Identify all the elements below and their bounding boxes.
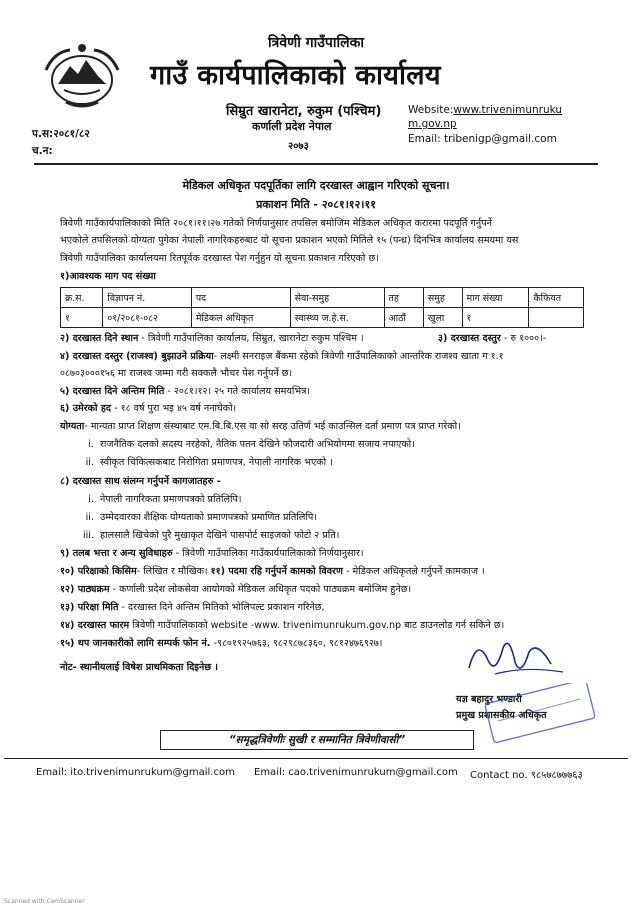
- item-text: - रु १०००।-: [500, 333, 547, 344]
- footer-email-ito: Email: ito.trivenimunrukum@gmail.com: [36, 767, 235, 778]
- header-email: Email: tribenigp@gmail.com: [408, 133, 557, 145]
- item-label: १४) दरखास्त फारम: [60, 620, 130, 631]
- item-fee-process: [60, 349, 504, 362]
- motto-text: “समृद्धत्रिवेणीः सुखी र सम्मानित त्रिवेणीवासी”: [228, 734, 406, 746]
- item-label: ५) दरखास्त दिने अन्तिम मिति: [60, 386, 165, 397]
- item-application-form: [60, 618, 504, 631]
- item-application-place: [60, 331, 364, 344]
- item-text: - १८ वर्ष पुरा भइ ४५ वर्ष ननाघेको।: [111, 403, 237, 414]
- item-salary: [60, 546, 364, 559]
- item-text: - लिखित र मौखिक।: [136, 566, 211, 577]
- item-label: १३) परिक्षा मिति: [60, 602, 119, 613]
- item-text: - दरखास्त दिने अन्तिम मितिको भोलिपल्ट प्रकाशन गरिनेछ,: [118, 602, 325, 613]
- item-text: - त्रिवेणी गाउँपालिका गाउँकार्यपालिकाको निर्णयानुसार।: [172, 548, 364, 559]
- item-label: ४) दरखास्त दस्तुर (राजश्व) बुझाउने प्रक्रिया: [60, 351, 214, 362]
- item-label: योग्यता: [60, 421, 85, 432]
- office-address: सिम्रुत खारानेटा, रुकुम (पश्चिम): [226, 104, 382, 119]
- item-qualification: [60, 419, 461, 432]
- item-label: १२) पाठ्यक्रम: [60, 584, 110, 595]
- header-divider: [34, 163, 598, 165]
- published-date: प्रकाशन मिति - २०८१।१२।११: [256, 198, 376, 211]
- item-label: १५) थप जानकारीको लागि सम्पर्क फोन नं.: [60, 638, 211, 649]
- item-label: २) दरखास्त दिने स्थान: [60, 333, 139, 344]
- table-cell: १: [61, 308, 103, 328]
- website-line-1: [408, 104, 562, 116]
- column-header: समुह: [423, 288, 462, 308]
- item-text: - कर्णाली प्रदेश लोकसेवा आयोगको मेडिकल अधिकृत पदको पाठ्यक्रम बमोजिम हुनेछ।: [109, 584, 412, 595]
- item-text: त्रिवेणी गाउँपालिकाको website -www. trivenimunrukum.gov.np बाट डाउनलोड गर्न सकिने छ।: [129, 620, 505, 631]
- footer-contact: Contact no. ९८५७८७७७६३: [470, 770, 583, 781]
- item-contact-phone: [60, 636, 382, 649]
- table-cell: मेडिकल अधिकृत: [191, 308, 290, 328]
- column-header: पद: [191, 288, 290, 308]
- footer-divider: [4, 758, 628, 759]
- column-header: कैफियत: [529, 288, 584, 308]
- office-title: गाउँ कार्यपालिकाको कार्यालय: [150, 60, 441, 91]
- scanner-watermark: Scanned with CamScanner: [4, 898, 85, 905]
- table-header-row: [61, 288, 584, 308]
- item-documents-heading: ८) दरखास्त साथ संलग्न गर्नुपर्ने कागजातहरु -: [60, 476, 221, 487]
- item-label: ३) दरखास्त दस्तुर: [438, 333, 501, 344]
- table-row: [61, 308, 584, 328]
- item-label: ११) पदमा रहि गर्नुपर्ने कामको विवरण: [210, 566, 343, 577]
- item-application-fee: [438, 331, 546, 344]
- item-label: ६) उमेरको हद: [60, 403, 112, 414]
- item-exam-date: [60, 600, 325, 613]
- note-local-priority: नोट- स्थानीयलाई विषेश प्राथमिकता दिइनेछ ।: [60, 662, 219, 673]
- website-line-2: [408, 118, 457, 130]
- intro-line-1: त्रिवेणी गाउँकार्यपालिकाको मिति २०८१।११।२७ गतेको निर्णयानुसार तपसिल बमोजिम मेडिकल अधिकृत करारमा पदपूर्ति गर्नुपर्ने: [60, 218, 492, 229]
- section-heading-vacancy: १)आवश्यक माग पद संख्या: [60, 271, 156, 282]
- column-header: क्र.स.: [61, 288, 103, 308]
- footer-email-cao: Email: cao.trivenimunrukum@gmail.com: [254, 767, 458, 778]
- item-deadline: [60, 384, 310, 397]
- item-text: - २०८१।१२। २५ गते कार्यालय समयभित्र।: [164, 386, 311, 397]
- table-cell: ०१/२०८१-०८२: [103, 308, 191, 328]
- item-label: ९) तलब भत्ता र अन्य सुविधाहरु: [60, 548, 173, 559]
- website-link[interactable]: www.trivenimunruku: [453, 104, 563, 116]
- signatory-name: यज्ञ बहादुर भण्डारी: [456, 694, 522, 705]
- item-text: - मेडिकल अधिकृतले गर्नुपर्ने कामकाज ।: [342, 566, 485, 577]
- table-cell: [529, 308, 584, 328]
- item-text: - मान्यता प्राप्त शिक्षण संस्थाबाट एम.बि.बि.एस वा सो सरह उतिर्ण भई काउन्सिल दर्ता प्रमाण पत्र प्राप्त गरेको।: [84, 421, 461, 432]
- signature-image: [455, 628, 575, 688]
- province-name: कर्णाली प्रदेश नेपाल: [252, 120, 332, 133]
- vacancy-table: [60, 287, 584, 328]
- item-age-limit: [60, 401, 236, 414]
- table-cell: १: [462, 308, 529, 328]
- list-item: i. नेपाली नागरिकता प्रमाणपत्रको प्रतिलिपि।: [88, 494, 242, 505]
- list-item: ii. उम्मेदवारका शैक्षिक योग्यताको प्रमाणपत्रको प्रमाणित प्रतिलिपि।: [85, 512, 317, 523]
- column-header: सेवा-समुह: [290, 288, 384, 308]
- item-fee-process-cont: ०८७०३०००१५६ मा राजश्व जम्मा गरी सक्कलै भौचर पेश गर्नुपर्ने छ।: [60, 368, 293, 379]
- table-cell: खुला: [423, 308, 462, 328]
- reference-number: प.स:२०८१/८२: [32, 128, 90, 140]
- website-label: Website:: [408, 104, 454, 116]
- intro-line-2: भएकोले तपसिलको योग्यता पुगेका नेपाली नागरिकहरुबाट यो सूचना प्रकाशन भएको मितिले १५ (पन्ध्र) दिनभित्र कार्यालय समयमा यस: [60, 235, 519, 246]
- table-cell: स्वास्थ्य ज.हे.स.: [290, 308, 384, 328]
- list-item: ii. स्वीकृत चिकित्सकबाट निरोगिता प्रमाणपत्र, नेपाली नागरिक भएको ।: [85, 457, 333, 468]
- notice-title: मेडिकल अधिकृत पदपूर्तिका लागि दरखास्त आह्वान गरिएको सूचना।: [182, 179, 450, 192]
- established-year: २०७३: [288, 141, 309, 152]
- list-item: i. राजनैतिक दलको सदस्य नरहेको, नैतिक पतन देखिने फौजदारी अभियोगमा सजाय नपाएको।: [88, 439, 415, 450]
- website-link-continued[interactable]: m.gov.np: [408, 118, 457, 130]
- item-exam-type: [60, 564, 485, 577]
- intro-line-3: त्रिवेणी गाउँपालिका कार्यालयमा रितपूर्वक दरखास्त पेश गर्नुहुन यो सूचना प्रकाशन गरिएको छ।: [60, 253, 379, 264]
- column-header: विज्ञापन नं.: [103, 288, 191, 308]
- list-item: iii. हालसालै खिचेको पुरै मुखाकृत देखिने पासपोर्ट साइजको फोटो २ प्रति।: [82, 530, 340, 541]
- signatory-designation: प्रमुख प्रशासकीय अधिकृत: [456, 710, 547, 721]
- column-header: तह: [384, 288, 423, 308]
- item-label: १०) परिक्षाको किसिम: [60, 566, 137, 577]
- column-header: माग संख्या: [462, 288, 529, 308]
- item-text: -९८०१९२५७६३, ९८२९८७८३६०, ९८१२४७६९२७।: [210, 638, 383, 649]
- office-stamp-image: [480, 683, 600, 743]
- item-syllabus: [60, 582, 411, 595]
- municipality-name: त्रिवेणी गाउँपालिका: [267, 35, 364, 51]
- dispatch-number: च.न:: [32, 145, 53, 157]
- item-text: - त्रिवेणी गाउँपालिका कार्यालय, सिम्रुत, खारानेटा रुकुम पश्चिम ।: [138, 333, 364, 344]
- table-cell: आठौं: [384, 308, 423, 328]
- item-text: - लक्ष्मी सनराइज बैंकमा रहेको त्रिवेणी गाउँपालिकाको आन्तरिक राजश्व खाता ग १.१: [213, 351, 504, 362]
